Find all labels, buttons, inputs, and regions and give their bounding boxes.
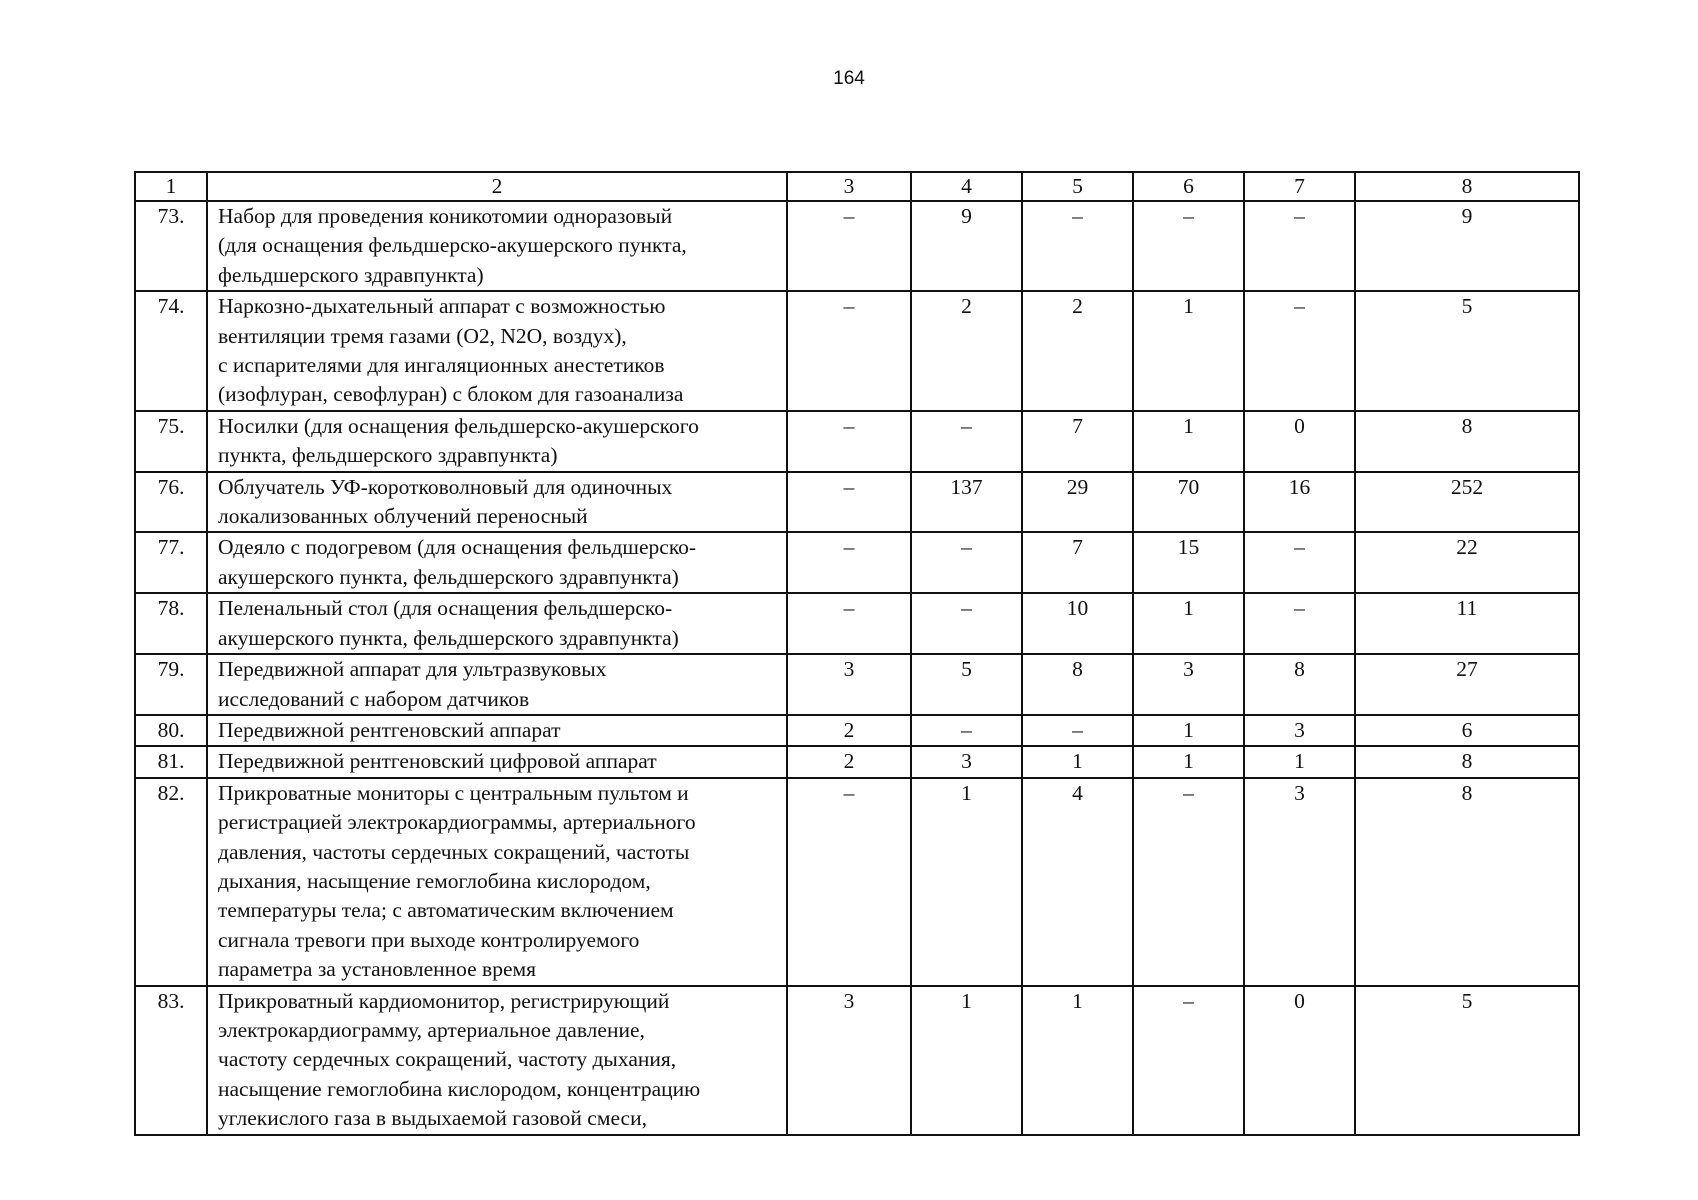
- value-cell-col-7: 0: [1244, 986, 1355, 1135]
- value-cell-col-8: 22: [1355, 532, 1579, 593]
- header-cell: 1: [135, 172, 207, 201]
- item-description: Носилки (для оснащения фельдшерско-акушерского пункта, фельдшерского здравпункта): [207, 411, 787, 472]
- value-cell-col-3: 3: [787, 986, 911, 1135]
- value-cell-col-7: 8: [1244, 654, 1355, 715]
- header-cell: 8: [1355, 172, 1579, 201]
- table-row: [135, 201, 1579, 291]
- value-cell-col-7: –: [1244, 201, 1355, 291]
- value-cell-col-3: –: [787, 593, 911, 654]
- value-cell-col-6: –: [1133, 986, 1244, 1135]
- item-description: Прикроватные мониторы с центральным пультом и регистрацией электрокардиограммы, артериального давления, частоты сердечных сокращений, частоты дыхания, насыщение гемоглобина кислородом, температуры тела; с автоматическим включением сигнала тревоги при выходе контролируемого параметра за установленное время: [207, 778, 787, 986]
- value-cell-col-8: 8: [1355, 411, 1579, 472]
- value-cell-col-3: –: [787, 201, 911, 291]
- row-number: 83.: [135, 986, 207, 1135]
- value-cell-col-4: –: [911, 593, 1022, 654]
- value-cell-col-5: 2: [1022, 291, 1133, 411]
- value-cell-col-5: 7: [1022, 532, 1133, 593]
- value-cell-col-5: 4: [1022, 778, 1133, 986]
- page-number: 164: [833, 68, 865, 89]
- value-cell-col-8: 27: [1355, 654, 1579, 715]
- value-cell-col-4: –: [911, 715, 1022, 746]
- header-cell: 4: [911, 172, 1022, 201]
- row-number: 81.: [135, 746, 207, 777]
- item-description: Прикроватный кардиомонитор, регистрирующий электрокардиограмму, артериальное давление, частоту сердечных сокращений, частоту дыхания, насыщение гемоглобина кислородом, концентрацию углекислого газа в выдыхаемой газовой смеси,: [207, 986, 787, 1135]
- value-cell-col-3: –: [787, 472, 911, 533]
- row-number: 73.: [135, 201, 207, 291]
- item-description: Передвижной аппарат для ультразвуковых исследований с набором датчиков: [207, 654, 787, 715]
- table-row: [135, 291, 1579, 411]
- row-number: 78.: [135, 593, 207, 654]
- value-cell-col-4: 3: [911, 746, 1022, 777]
- item-description: Передвижной рентгеновский аппарат: [207, 715, 787, 746]
- value-cell-col-7: –: [1244, 532, 1355, 593]
- value-cell-col-3: 2: [787, 746, 911, 777]
- value-cell-col-6: –: [1133, 778, 1244, 986]
- value-cell-col-7: 16: [1244, 472, 1355, 533]
- value-cell-col-4: –: [911, 532, 1022, 593]
- row-number: 75.: [135, 411, 207, 472]
- value-cell-col-3: –: [787, 778, 911, 986]
- value-cell-col-6: 1: [1133, 746, 1244, 777]
- value-cell-col-5: 1: [1022, 746, 1133, 777]
- table-row: [135, 411, 1579, 472]
- value-cell-col-5: –: [1022, 715, 1133, 746]
- value-cell-col-8: 8: [1355, 746, 1579, 777]
- value-cell-col-8: 252: [1355, 472, 1579, 533]
- header-cell: 7: [1244, 172, 1355, 201]
- table-row: [135, 472, 1579, 533]
- table-row: [135, 778, 1579, 986]
- value-cell-col-5: 29: [1022, 472, 1133, 533]
- value-cell-col-4: 9: [911, 201, 1022, 291]
- table-row: [135, 715, 1579, 746]
- value-cell-col-7: –: [1244, 291, 1355, 411]
- value-cell-col-5: 8: [1022, 654, 1133, 715]
- value-cell-col-5: 1: [1022, 986, 1133, 1135]
- value-cell-col-4: 5: [911, 654, 1022, 715]
- header-cell: 5: [1022, 172, 1133, 201]
- value-cell-col-6: 70: [1133, 472, 1244, 533]
- value-cell-col-6: 1: [1133, 715, 1244, 746]
- value-cell-col-3: 3: [787, 654, 911, 715]
- value-cell-col-6: –: [1133, 201, 1244, 291]
- row-number: 77.: [135, 532, 207, 593]
- table-row: [135, 593, 1579, 654]
- value-cell-col-3: 2: [787, 715, 911, 746]
- item-description: Набор для проведения коникотомии одноразовый (для оснащения фельдшерско-акушерского пункта, фельдшерского здравпункта): [207, 201, 787, 291]
- table-row: [135, 746, 1579, 777]
- value-cell-col-8: 5: [1355, 986, 1579, 1135]
- value-cell-col-7: –: [1244, 593, 1355, 654]
- value-cell-col-6: 15: [1133, 532, 1244, 593]
- equipment-table: [134, 171, 1580, 1136]
- value-cell-col-4: –: [911, 411, 1022, 472]
- table-row: [135, 986, 1579, 1135]
- value-cell-col-8: 8: [1355, 778, 1579, 986]
- row-number: 79.: [135, 654, 207, 715]
- table-header-row: [135, 172, 1579, 201]
- row-number: 74.: [135, 291, 207, 411]
- value-cell-col-8: 9: [1355, 201, 1579, 291]
- value-cell-col-7: 0: [1244, 411, 1355, 472]
- item-description: Наркозно-дыхательный аппарат с возможностью вентиляции тремя газами (O2, N2O, воздух), с испарителями для ингаляционных анестетиков (изофлуран, севофлуран) с блоком для газоанализа: [207, 291, 787, 411]
- table-row: [135, 654, 1579, 715]
- value-cell-col-7: 1: [1244, 746, 1355, 777]
- item-description: Одеяло с подогревом (для оснащения фельдшерско- акушерского пункта, фельдшерского здравпункта): [207, 532, 787, 593]
- header-cell: 3: [787, 172, 911, 201]
- value-cell-col-6: 1: [1133, 593, 1244, 654]
- value-cell-col-7: 3: [1244, 778, 1355, 986]
- value-cell-col-3: –: [787, 532, 911, 593]
- value-cell-col-6: 1: [1133, 291, 1244, 411]
- value-cell-col-8: 5: [1355, 291, 1579, 411]
- header-cell: 2: [207, 172, 787, 201]
- value-cell-col-4: 2: [911, 291, 1022, 411]
- table-row: [135, 532, 1579, 593]
- item-description: Передвижной рентгеновский цифровой аппарат: [207, 746, 787, 777]
- value-cell-col-8: 6: [1355, 715, 1579, 746]
- header-cell: 6: [1133, 172, 1244, 201]
- value-cell-col-7: 3: [1244, 715, 1355, 746]
- value-cell-col-8: 11: [1355, 593, 1579, 654]
- row-number: 76.: [135, 472, 207, 533]
- value-cell-col-6: 1: [1133, 411, 1244, 472]
- row-number: 82.: [135, 778, 207, 986]
- value-cell-col-4: 137: [911, 472, 1022, 533]
- value-cell-col-4: 1: [911, 986, 1022, 1135]
- item-description: Облучатель УФ-коротковолновый для одиночных локализованных облучений переносный: [207, 472, 787, 533]
- value-cell-col-3: –: [787, 411, 911, 472]
- value-cell-col-6: 3: [1133, 654, 1244, 715]
- value-cell-col-5: 10: [1022, 593, 1133, 654]
- value-cell-col-5: –: [1022, 201, 1133, 291]
- value-cell-col-4: 1: [911, 778, 1022, 986]
- value-cell-col-5: 7: [1022, 411, 1133, 472]
- value-cell-col-3: –: [787, 291, 911, 411]
- item-description: Пеленальный стол (для оснащения фельдшерско- акушерского пункта, фельдшерского здравпункта): [207, 593, 787, 654]
- row-number: 80.: [135, 715, 207, 746]
